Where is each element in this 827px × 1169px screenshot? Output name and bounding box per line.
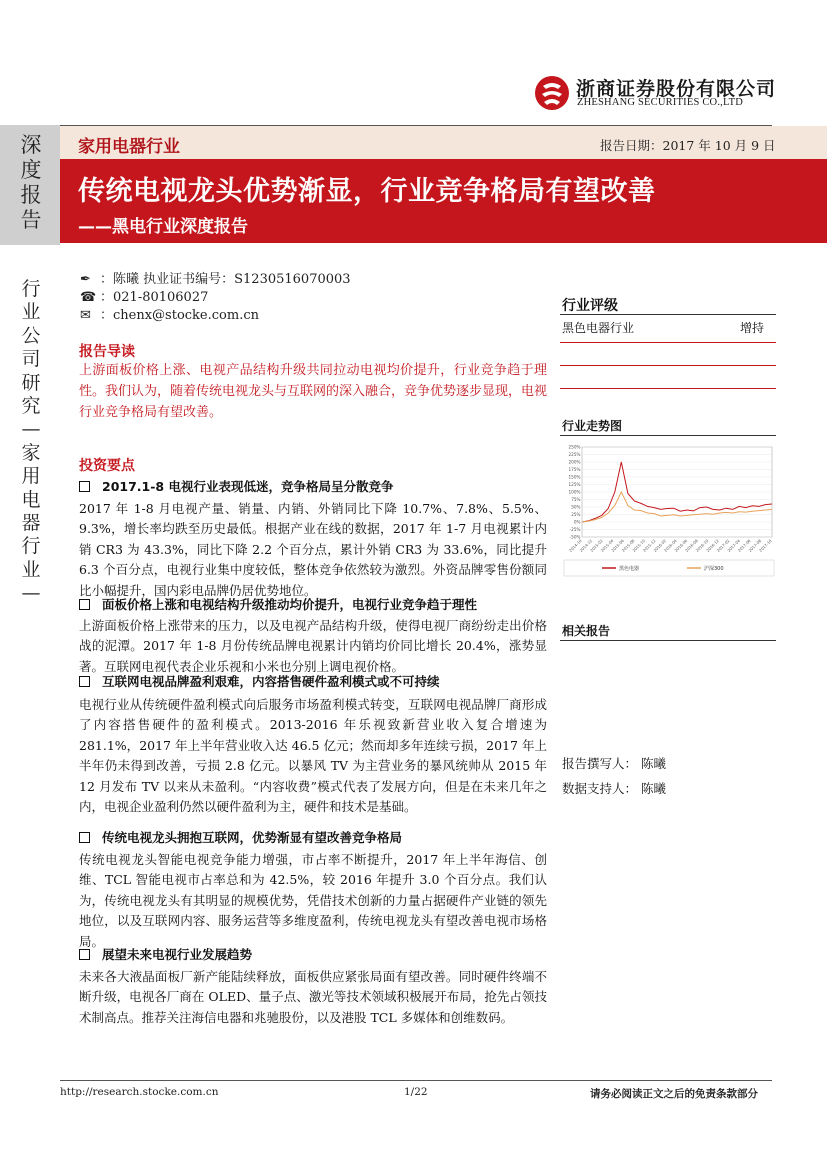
legend-label: 黑色电器 [619,565,640,572]
x-tick-label: 2016-06 [673,538,689,553]
x-tick-label: 2015-08 [620,538,636,553]
point-title-2: 面板价格上涨和电视结构升级推动均价提升，电视行业竞争趋于理性 [79,596,477,614]
footer-url[interactable]: http://research.stocke.com.cn [60,1086,219,1098]
checkbox-bullet-icon [79,599,90,610]
rating-divider [560,314,776,315]
mail-icon: ✉ [80,308,91,323]
x-tick-label: 2015-04 [599,538,615,553]
x-tick-label: 2016-10 [694,538,710,553]
point-text-3: 电视行业从传统硬件盈利模式向后服务市场盈利模式转变，互联网电视品牌厂商形成了内容搭售硬件的盈利模式。2013-2016 年乐视致新营业收入复合增速为 281.1%，2017 年上半年营业收入达 46.5 亿元；然而却多年连续亏损，2017 年上半年仍未得到改善，亏损 2.8 亿元。以暴风 TV 为主营业务的暴风统帅从 2015 年 12 月发布 TV 以来从未盈利。“内容收费”模式代表了发展方向，但是在未来几年之内，电视企业盈利仍然以硬件盈利为主，硬件和技术是基础。 [79,697,547,815]
x-tick-label: 2015-12 [641,538,657,553]
x-tick-label: 2015-02 [589,538,604,553]
trend-heading: 行业走势图 [562,419,623,433]
x-tick-label: 2017-06 [736,538,752,553]
data-support: 数据支持人： 陈曦 [562,781,666,796]
x-tick-label: 2014-12 [578,538,594,553]
x-tick-label: 2016-08 [684,538,699,553]
y-tick-label: 25% [571,512,581,518]
rating-rule-3 [560,388,776,389]
y-tick-label: 125% [568,482,581,488]
point-title-4: 传统电视龙头拥抱互联网，优势渐显有望改善竞争格局 [79,829,402,847]
checkbox-bullet-icon [79,949,90,960]
x-tick-label: 2017-02 [715,538,731,553]
checkbox-bullet-icon [79,676,90,687]
y-tick-label: 175% [568,467,581,473]
point-text-2: 上游面板价格上涨带来的压力，以及电视产品结构升级，使得电视厂商纷纷走出价格战的泥潭。2017 年 1-8 月份传统品牌电视累计内销均价同比增长 20.4%，涨势显著。互联网电视代表企业乐视和小米也分别上调电视价格。 [79,618,547,674]
related-divider [560,640,776,641]
footer-divider [60,1080,772,1081]
report-writer: 报告撰写人： 陈曦 [562,756,666,771]
x-tick-label: 2016-02 [652,538,668,553]
x-tick-label: 2016-04 [662,538,678,553]
point-title-1: 2017.1-8 电视行业表现低迷，竞争格局呈分散竞争 [79,478,393,496]
point-text-1: 2017 年 1-8 月电视产量、销量、内销、外销同比下降 10.7%、7.8%、5.5%、9.3%，增长率均跌至历史最低。根据产业在线的数据，2017 年 1-7 月电视累计内销 CR3 为 43.3%，同比下降 2.2 个百分点，累计外销 CR3 为 33.6%，同比提升 6.3 个百分点，电视行业集中度较低，整体竞争依然较为激烈。外资品牌零售份额同比小幅提升，国内彩电品牌仍居优势地位。 [79,501,547,598]
report-subtitle: ——黑电行业深度报告 [78,217,248,237]
sector-label: 家用电器行业 [78,137,180,157]
y-tick-label: 200% [568,459,581,465]
related-heading: 相关报告 [562,624,611,638]
y-tick-label: 150% [568,474,581,480]
y-tick-label: -50% [569,534,581,540]
pen-icon: ✒ [80,272,91,287]
disclaimer-note: 请务必阅读正文之后的免责条款部分 [590,1088,758,1100]
invest-heading: 投资要点 [79,458,135,474]
y-tick-label: -25% [569,527,581,533]
contact-email[interactable]: ✉ ：chenx@stocke.com.cn [80,308,259,323]
rating-rule-2 [560,365,776,366]
y-tick-label: 225% [568,452,581,458]
x-tick-label: 2017-04 [726,538,742,553]
point-text-4: 传统电视龙头智能电视竞争能力增强，市占率不断提升，2017 年上半年海信、创维、TCL 智能电视市占率总和为 42.5%，较 2016 年提升 3.0 个百分点。我们认为，传统电视龙头有其明显的规模优势，凭借技术创新的力量占据硬件产业链的领先地位，以及互联网内容、服务运营等多维度盈利，传统电视龙头有望改善电视市场格局。 [79,852,547,949]
company-name-cn: 浙商证券股份有限公司 [576,78,777,100]
contact-phone: ☎ ：021-80106027 [80,290,209,305]
legend-label: 沪深300 [704,565,724,572]
contact-analyst: ✒ ：陈曦 执业证书编号：S1230516070003 [80,272,351,287]
y-tick-label: 75% [571,497,581,503]
rating-sector: 黑色电器行业 [562,321,635,335]
checkbox-bullet-icon [79,832,90,843]
point-title-3: 互联网电视品牌盈利艰难，内容搭售硬件盈利模式或不可持续 [79,673,440,691]
industry-trend-chart [562,441,776,578]
y-tick-label: 0% [573,519,581,525]
y-tick-label: 250% [568,444,581,450]
y-tick-label: 50% [571,504,581,510]
x-tick-label: 2015-06 [610,538,625,553]
phone-icon: ☎ [80,290,97,305]
legend-box [564,560,774,576]
report-date: 报告日期：2017 年 10 月 9 日 [600,138,776,153]
guide-heading: 报告导读 [79,344,135,360]
rating-rule-1 [560,342,776,343]
rating-heading: 行业评级 [562,298,618,314]
report-title: 传统电视龙头优势渐显，行业竞争格局有望改善 [78,176,656,207]
checkbox-bullet-icon [79,481,90,492]
point-title-5: 展望未来电视行业发展趋势 [79,946,252,964]
x-tick-label: 2017-10 [757,538,773,553]
company-name-en: ZHESHANG SECURITIES CO.,LTD [577,97,744,108]
category-sidebar: 行业公司研究—家用电器行业— [21,278,41,605]
point-text-5: 未来各大液晶面板厂新产能陆续释放，面板供应紧张局面有望改善。同时硬件终端不断升级，电视各厂商在 OLED、量子点、激光等技术领域积极展开布局，抢先占领技术制高点。推荐关注海信电器和兆驰股份，以及港股 TCL 多媒体和创维数码。 [79,969,547,1025]
x-tick-label: 2014-10 [567,538,583,553]
report-type-label: 深度报告 [20,133,42,232]
rating-value: 增持 [740,321,765,335]
guide-text: 上游面板价格上涨、电视产品结构升级共同拉动电视均价提升，行业竞争趋于理性。我们认为，随着传统电视龙头与互联网的深入融合，竞争优势逐步显现，电视行业竞争格局有望改善。 [79,363,548,420]
x-tick-label: 2017-08 [747,538,763,553]
trend-divider [560,435,776,436]
x-tick-label: 2015-10 [631,538,647,553]
y-tick-label: 100% [568,489,581,495]
company-logo-icon [534,75,570,111]
x-tick-label: 2016-12 [705,538,720,553]
page-number: 1/22 [404,1086,428,1098]
